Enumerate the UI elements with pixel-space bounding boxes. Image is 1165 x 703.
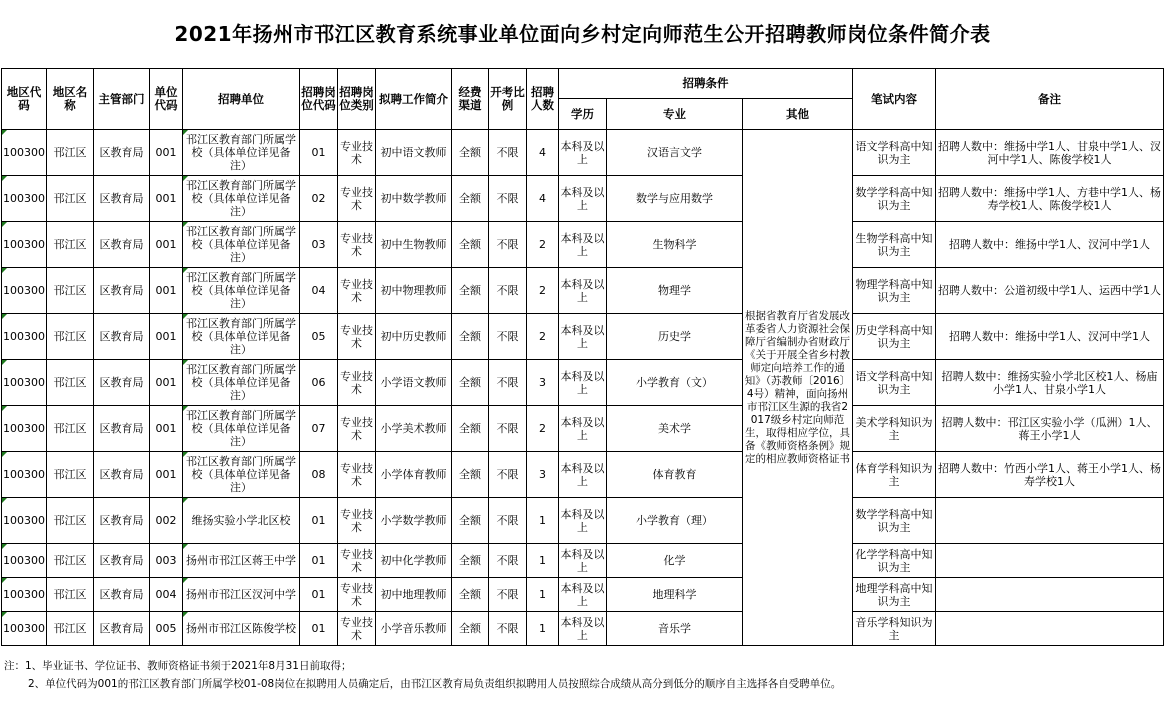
table-row xyxy=(2,612,1164,646)
unit-code-cell: 001 xyxy=(150,130,183,176)
footer-note-2: 2、单位代码为001的邗江区教育部门所属学校01-08岗位在拟聘用人员确定后，由邗江区教育局负责组织拟聘用人员按照综合成绩从高分到低分的顺序自主选择各自受聘单位。 xyxy=(28,678,842,690)
unit-code-cell: 002 xyxy=(150,498,183,544)
ratio-cell: 不限 xyxy=(489,222,527,268)
post-desc-cell: 初中数学教师 xyxy=(376,176,452,222)
dept-cell: 区教育局 xyxy=(94,452,150,498)
footer-note-1: 注：1、毕业证书、学位证书、教师资格证书须于2021年8月31日前取得； xyxy=(4,660,352,672)
area-code-cell: 100300 xyxy=(2,268,47,314)
post-code-cell: 01 xyxy=(300,130,338,176)
area-code-cell: 100300 xyxy=(2,360,47,406)
remark-cell: 招聘人数中：公道初级中学1人、运西中学1人 xyxy=(936,268,1164,314)
major-cell: 体育教育 xyxy=(607,452,743,498)
major-cell: 美术学 xyxy=(607,406,743,452)
header-funding: 经费渠道 xyxy=(452,69,489,130)
count-cell: 2 xyxy=(527,406,559,452)
header-post-desc: 拟聘工作简介 xyxy=(376,69,452,130)
table-row xyxy=(2,578,1164,612)
edu-cell: 本科及以上 xyxy=(559,498,607,544)
remark-cell: 招聘人数中：维扬中学1人、汊河中学1人 xyxy=(936,314,1164,360)
count-cell: 1 xyxy=(527,578,559,612)
unit-code-cell: 005 xyxy=(150,612,183,646)
ratio-cell: 不限 xyxy=(489,612,527,646)
unit-cell: 邗江区教育部门所属学校（具体单位详见备注） xyxy=(183,130,300,176)
funding-cell: 全额 xyxy=(452,222,489,268)
ratio-cell: 不限 xyxy=(489,176,527,222)
post-type-cell: 专业技术 xyxy=(338,176,376,222)
remark-cell xyxy=(936,612,1164,646)
area-name-cell: 邗江区 xyxy=(47,578,94,612)
header-edu: 学历 xyxy=(559,99,607,130)
count-cell: 1 xyxy=(527,612,559,646)
unit-cell: 邗江区教育部门所属学校（具体单位详见备注） xyxy=(183,268,300,314)
ratio-cell: 不限 xyxy=(489,406,527,452)
major-cell: 物理学 xyxy=(607,268,743,314)
header-unit-code: 单位代码 xyxy=(150,69,183,130)
area-code-cell: 100300 xyxy=(2,452,47,498)
post-desc-cell: 初中语文教师 xyxy=(376,130,452,176)
exam-cell: 地理学科高中知识为主 xyxy=(853,578,936,612)
major-cell: 地理科学 xyxy=(607,578,743,612)
header-unit: 招聘单位 xyxy=(183,69,300,130)
major-cell: 生物科学 xyxy=(607,222,743,268)
area-code-cell: 100300 xyxy=(2,544,47,578)
count-cell: 3 xyxy=(527,452,559,498)
page-title: 2021年扬州市邗江区教育系统事业单位面向乡村定向师范生公开招聘教师岗位条件简介表 xyxy=(174,22,991,46)
count-cell: 4 xyxy=(527,130,559,176)
post-type-cell: 专业技术 xyxy=(338,452,376,498)
table-body xyxy=(2,130,1164,646)
unit-cell: 扬州市邗江区陈俊学校 xyxy=(183,612,300,646)
unit-code-cell: 004 xyxy=(150,578,183,612)
unit-code-cell: 001 xyxy=(150,222,183,268)
header-remark: 备注 xyxy=(936,69,1164,130)
post-code-cell: 01 xyxy=(300,498,338,544)
header-post-code: 招聘岗位代码 xyxy=(300,69,338,130)
count-cell: 2 xyxy=(527,268,559,314)
area-name-cell: 邗江区 xyxy=(47,498,94,544)
dept-cell: 区教育局 xyxy=(94,406,150,452)
post-code-cell: 06 xyxy=(300,360,338,406)
ratio-cell: 不限 xyxy=(489,544,527,578)
post-code-cell: 07 xyxy=(300,406,338,452)
unit-code-cell: 001 xyxy=(150,176,183,222)
table-row xyxy=(2,222,1164,268)
table-row xyxy=(2,406,1164,452)
area-name-cell: 邗江区 xyxy=(47,222,94,268)
post-code-cell: 03 xyxy=(300,222,338,268)
area-name-cell: 邗江区 xyxy=(47,544,94,578)
unit-cell: 维扬实验小学北区校 xyxy=(183,498,300,544)
post-desc-cell: 初中历史教师 xyxy=(376,314,452,360)
unit-code-cell: 001 xyxy=(150,268,183,314)
post-code-cell: 02 xyxy=(300,176,338,222)
edu-cell: 本科及以上 xyxy=(559,612,607,646)
table-row xyxy=(2,268,1164,314)
dept-cell: 区教育局 xyxy=(94,544,150,578)
funding-cell: 全额 xyxy=(452,360,489,406)
remark-cell: 招聘人数中：维扬中学1人、汊河中学1人 xyxy=(936,222,1164,268)
post-desc-cell: 小学体育教师 xyxy=(376,452,452,498)
exam-cell: 数学学科高中知识为主 xyxy=(853,498,936,544)
remark-cell xyxy=(936,544,1164,578)
post-type-cell: 专业技术 xyxy=(338,268,376,314)
remark-cell xyxy=(936,578,1164,612)
post-type-cell: 专业技术 xyxy=(338,498,376,544)
unit-cell: 邗江区教育部门所属学校（具体单位详见备注） xyxy=(183,406,300,452)
post-code-cell: 08 xyxy=(300,452,338,498)
post-code-cell: 05 xyxy=(300,314,338,360)
post-code-cell: 04 xyxy=(300,268,338,314)
area-code-cell: 100300 xyxy=(2,314,47,360)
unit-code-cell: 001 xyxy=(150,452,183,498)
count-cell: 1 xyxy=(527,498,559,544)
header-major: 专业 xyxy=(607,99,743,130)
ratio-cell: 不限 xyxy=(489,268,527,314)
area-name-cell: 邗江区 xyxy=(47,130,94,176)
header-count: 招聘人数 xyxy=(527,69,559,130)
exam-cell: 历史学科高中知识为主 xyxy=(853,314,936,360)
exam-cell: 语文学科高中知识为主 xyxy=(853,130,936,176)
major-cell: 小学教育（理） xyxy=(607,498,743,544)
remark-cell xyxy=(936,498,1164,544)
header-area-code: 地区代码 xyxy=(2,69,47,130)
post-desc-cell: 小学美术教师 xyxy=(376,406,452,452)
area-code-cell: 100300 xyxy=(2,130,47,176)
edu-cell: 本科及以上 xyxy=(559,268,607,314)
unit-cell: 邗江区教育部门所属学校（具体单位详见备注） xyxy=(183,452,300,498)
funding-cell: 全额 xyxy=(452,578,489,612)
exam-cell: 体育学科知识为主 xyxy=(853,452,936,498)
area-code-cell: 100300 xyxy=(2,222,47,268)
funding-cell: 全额 xyxy=(452,406,489,452)
post-type-cell: 专业技术 xyxy=(338,578,376,612)
edu-cell: 本科及以上 xyxy=(559,452,607,498)
unit-code-cell: 001 xyxy=(150,314,183,360)
dept-cell: 区教育局 xyxy=(94,360,150,406)
post-code-cell: 01 xyxy=(300,578,338,612)
header-conditions: 招聘条件 xyxy=(559,69,853,99)
edu-cell: 本科及以上 xyxy=(559,222,607,268)
dept-cell: 区教育局 xyxy=(94,498,150,544)
edu-cell: 本科及以上 xyxy=(559,130,607,176)
exam-cell: 音乐学科知识为主 xyxy=(853,612,936,646)
header-dept: 主管部门 xyxy=(94,69,150,130)
ratio-cell: 不限 xyxy=(489,498,527,544)
post-type-cell: 专业技术 xyxy=(338,544,376,578)
count-cell: 1 xyxy=(527,544,559,578)
post-type-cell: 专业技术 xyxy=(338,612,376,646)
header-other: 其他 xyxy=(743,99,853,130)
area-code-cell: 100300 xyxy=(2,176,47,222)
unit-code-cell: 001 xyxy=(150,406,183,452)
funding-cell: 全额 xyxy=(452,130,489,176)
major-cell: 数学与应用数学 xyxy=(607,176,743,222)
funding-cell: 全额 xyxy=(452,498,489,544)
edu-cell: 本科及以上 xyxy=(559,360,607,406)
unit-cell: 邗江区教育部门所属学校（具体单位详见备注） xyxy=(183,314,300,360)
post-desc-cell: 小学音乐教师 xyxy=(376,612,452,646)
funding-cell: 全额 xyxy=(452,176,489,222)
major-cell: 音乐学 xyxy=(607,612,743,646)
dept-cell: 区教育局 xyxy=(94,130,150,176)
area-code-cell: 100300 xyxy=(2,612,47,646)
post-desc-cell: 小学数学教师 xyxy=(376,498,452,544)
funding-cell: 全额 xyxy=(452,612,489,646)
major-cell: 汉语言文学 xyxy=(607,130,743,176)
post-type-cell: 专业技术 xyxy=(338,314,376,360)
header-post-type: 招聘岗位类别 xyxy=(338,69,376,130)
table-row xyxy=(2,360,1164,406)
ratio-cell: 不限 xyxy=(489,578,527,612)
area-code-cell: 100300 xyxy=(2,578,47,612)
post-type-cell: 专业技术 xyxy=(338,406,376,452)
dept-cell: 区教育局 xyxy=(94,612,150,646)
footer-notes xyxy=(4,657,841,693)
post-desc-cell: 小学语文教师 xyxy=(376,360,452,406)
funding-cell: 全额 xyxy=(452,544,489,578)
header-exam: 笔试内容 xyxy=(853,69,936,130)
header-ratio: 开考比例 xyxy=(489,69,527,130)
post-desc-cell: 初中地理教师 xyxy=(376,578,452,612)
area-name-cell: 邗江区 xyxy=(47,314,94,360)
ratio-cell: 不限 xyxy=(489,314,527,360)
exam-cell: 化学学科高中知识为主 xyxy=(853,544,936,578)
edu-cell: 本科及以上 xyxy=(559,406,607,452)
area-name-cell: 邗江区 xyxy=(47,360,94,406)
area-code-cell: 100300 xyxy=(2,498,47,544)
dept-cell: 区教育局 xyxy=(94,314,150,360)
header-row xyxy=(2,69,1164,99)
table-row xyxy=(2,314,1164,360)
area-name-cell: 邗江区 xyxy=(47,268,94,314)
area-name-cell: 邗江区 xyxy=(47,406,94,452)
exam-cell: 美术学科知识为主 xyxy=(853,406,936,452)
edu-cell: 本科及以上 xyxy=(559,544,607,578)
area-code-cell: 100300 xyxy=(2,406,47,452)
dept-cell: 区教育局 xyxy=(94,222,150,268)
major-cell: 历史学 xyxy=(607,314,743,360)
edu-cell: 本科及以上 xyxy=(559,314,607,360)
post-type-cell: 专业技术 xyxy=(338,222,376,268)
exam-cell: 语文学科高中知识为主 xyxy=(853,360,936,406)
post-code-cell: 01 xyxy=(300,612,338,646)
count-cell: 2 xyxy=(527,314,559,360)
exam-cell: 生物学科高中知识为主 xyxy=(853,222,936,268)
post-type-cell: 专业技术 xyxy=(338,360,376,406)
table-row xyxy=(2,130,1164,176)
ratio-cell: 不限 xyxy=(489,130,527,176)
major-cell: 化学 xyxy=(607,544,743,578)
edu-cell: 本科及以上 xyxy=(559,578,607,612)
post-desc-cell: 初中化学教师 xyxy=(376,544,452,578)
ratio-cell: 不限 xyxy=(489,360,527,406)
count-cell: 3 xyxy=(527,360,559,406)
remark-cell: 招聘人数中：竹西小学1人、蒋王小学1人、杨寿学校1人 xyxy=(936,452,1164,498)
major-cell: 小学教育（文） xyxy=(607,360,743,406)
unit-cell: 邗江区教育部门所属学校（具体单位详见备注） xyxy=(183,222,300,268)
unit-code-cell: 003 xyxy=(150,544,183,578)
remark-cell: 招聘人数中：邗江区实验小学（瓜洲）1人、蒋王小学1人 xyxy=(936,406,1164,452)
table-row xyxy=(2,498,1164,544)
area-name-cell: 邗江区 xyxy=(47,176,94,222)
table-row xyxy=(2,544,1164,578)
funding-cell: 全额 xyxy=(452,452,489,498)
other-conditions-cell: 根据省教育厅省发展改革委省人力资源社会保障厅省编制办省财政厅《关于开展全省乡村教师定向培养工作的通知》（苏教师〔2016〕4号）精神，面向扬州市邗江区生源的我省2017级乡村定向师范生，取得相应学位，具备《教师资格条例》规定的相应教师资格证书 xyxy=(743,130,853,646)
count-cell: 4 xyxy=(527,176,559,222)
unit-cell: 扬州市邗江区汊河中学 xyxy=(183,578,300,612)
funding-cell: 全额 xyxy=(452,314,489,360)
recruitment-table xyxy=(1,68,1164,646)
table-row xyxy=(2,176,1164,222)
post-desc-cell: 初中生物教师 xyxy=(376,222,452,268)
remark-cell: 招聘人数中：维扬实验小学北区校1人、杨庙小学1人、甘泉小学1人 xyxy=(936,360,1164,406)
exam-cell: 物理学科高中知识为主 xyxy=(853,268,936,314)
post-code-cell: 01 xyxy=(300,544,338,578)
remark-cell: 招聘人数中：维扬中学1人、甘泉中学1人、汊河中学1人、陈俊学校1人 xyxy=(936,130,1164,176)
unit-cell: 扬州市邗江区蒋王中学 xyxy=(183,544,300,578)
remark-cell: 招聘人数中：维扬中学1人、方巷中学1人、杨寿学校1人、陈俊学校1人 xyxy=(936,176,1164,222)
table-row xyxy=(2,452,1164,498)
count-cell: 2 xyxy=(527,222,559,268)
area-name-cell: 邗江区 xyxy=(47,452,94,498)
header-area-name: 地区名称 xyxy=(47,69,94,130)
dept-cell: 区教育局 xyxy=(94,268,150,314)
edu-cell: 本科及以上 xyxy=(559,176,607,222)
area-name-cell: 邗江区 xyxy=(47,612,94,646)
dept-cell: 区教育局 xyxy=(94,176,150,222)
unit-cell: 邗江区教育部门所属学校（具体单位详见备注） xyxy=(183,360,300,406)
post-desc-cell: 初中物理教师 xyxy=(376,268,452,314)
ratio-cell: 不限 xyxy=(489,452,527,498)
unit-cell: 邗江区教育部门所属学校（具体单位详见备注） xyxy=(183,176,300,222)
unit-code-cell: 001 xyxy=(150,360,183,406)
funding-cell: 全额 xyxy=(452,268,489,314)
dept-cell: 区教育局 xyxy=(94,578,150,612)
exam-cell: 数学学科高中知识为主 xyxy=(853,176,936,222)
post-type-cell: 专业技术 xyxy=(338,130,376,176)
